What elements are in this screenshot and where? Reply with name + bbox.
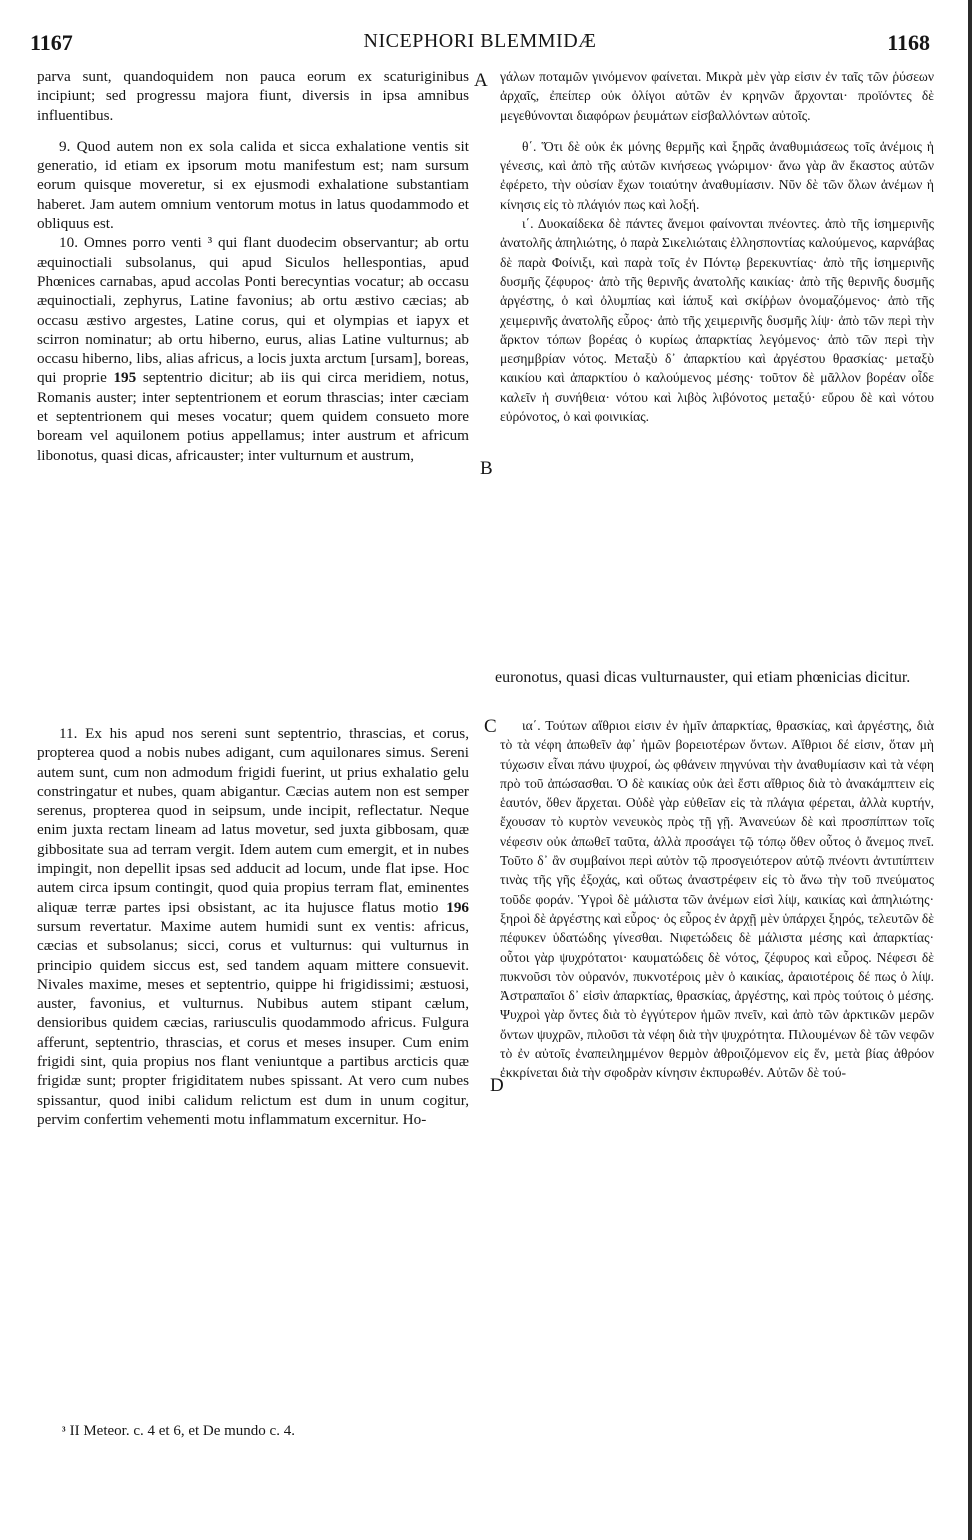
- latin-paragraph-10-text: 10. Omnes porro venti ³ qui flant duodecim observantur; ab ortu æquinoctiali subsolanus, qui apud Siculos hellespontias, apud Phœnices carnabas, apud accolas Ponti berecyntias vocatur; ab occasu æquinoctiali, zephyrus, Latine favonius; ab ortu æstivo cæcias; ab occasu æstivo argestes, Latine corus, qui et olympias et iapyx et scirron nominatur; ab ortu hiberno, eurus, alias Latine vulturnus; ab occasu hiberno, libs, alias africus, a locis juxta arctum [ursam], boreas, qui proprie: [37, 234, 469, 387]
- right-page-number: 1168: [887, 30, 930, 55]
- running-title: NICEPHORI BLEMMIDÆ: [363, 30, 597, 52]
- column-number-195: 195: [113, 369, 137, 387]
- section-marker-b: B: [480, 458, 493, 479]
- latin-paragraph-11-text: 11. Ex his apud nos sereni sunt septentrio, thrascias, et corus, propterea quod a nobis nubes adigant, cum aquilonares simus. Sereni autem sunt, cum non admodum frigidi fuerint, ut prius exhalatio gelu constringatur et nubes, quam abigantur. Cæcias autem non est semper serenus, propterea quod in seipsum, unde incipit, reflectatur. Neque enim juxta rectam lineam ad latus movetur, sed juxta gibbosam, quæ gibbositate sua ad terram vergit. Idem autem cum emergit, et in nubes impingit, non depellit ipsas sed adducit ad locum, unde flat ipse. Hoc autem circa ipsum contingit, quod quia propius terram flat, eminentes aliquæ terræ partes ipsi obsistant, ac ita hujusce flatus motio: [37, 725, 469, 916]
- latin-paragraph-9: 9. Quod autem non ex sola calida et sicca exhalatione ventis sit generatio, id etiam ex ipsorum motu manifestum est; nam sursum eorum quisque moveretur, si ex ejusmodi exhalatione substantiam haberet. Jam autem omnium ventorum motus in latus quodammodo et obliquus est.: [37, 137, 469, 233]
- greek-column-lower: [500, 716, 934, 1083]
- latin-column-lower: [37, 724, 469, 1129]
- greek-paragraph-11: ια΄. Τούτων αἴθριοι εἰσιν ἐν ἡμῖν ἀπαρκτίας, θρασκίας, καὶ ἀργέστης, διὰ τὸ τὰ νέφη ἀπωθεῖν ἀφ᾽ ἡμῶν βορειοτέρων ὄντων. Αἴθριοι δέ εἰσιν, ὅταν μὴ τύχωσιν εἶναι πάνυ ψυχροί, ὡς φθάνειν πηγνύναι τὴν ἀναθυμίασιν καὶ τὰ νέφη πρὸ τοῦ ἀπώσασθαι. Ὁ δὲ καικίας οὐκ ἀεὶ ἔστι αἴθριος διὰ τὸ ἀνακάμπτειν εἰς ἑαυτόν, ὅθεν ἄρχεται. Οὐδὲ γὰρ εὐθεῖαν εἰς τὰ πλάγια φέρεται, ἀλλὰ κυρτήν, ἔχουσαν τὸ κυρτὸν νενευκὸς πρὸς τῇ γῇ. Ἀνανεύων δὲ καὶ προσπίπτων τοῖς νέφεσιν οὐκ ἀπωθεῖ ταῦτα, ἀλλὰ προσάγει τῷ τόπῳ ὅθεν οὗτος ὁ ἄνεμος πνεῖ. Τοῦτο δ᾽ ἂν συμβαίνοι περὶ αὐτὸν τῷ προσγειότερον αὐτῷ πνέοντι ἀντιπίπτειν τινὰς τῆς γῆς ἐξοχάς, καὶ οὕτως ἀναστρέφειν εἰς τὸ ἄνω τὴν τοῦ πνεύματος τοῦδε φοράν. Ὑγροὶ δὲ μάλιστα τῶν ἀνέμων εἰσὶ λίψ, καικίας καὶ ἀπηλιώτης· ξηροὶ δὲ ἀργέστης καὶ εὖρος· ὁς εὖρος ἐν ἀρχῇ μὲν ὑπάρχει ξηρός, τελευτῶν δὲ πέφυκεν ὑδατώδης γίνεσθαι. Νιφετώδεις δὲ μάλιστα μέσης καὶ ἀπαρκτίας· οὗτοι γὰρ ψυχρότατοι· καυματώδεις δὲ νότος, ζέφυρος καὶ εὖρος. Νέφεσι δὲ πυκνοῦσι τὸν οὐρανόν, πυκνοτέροις μὲν ὁ καικίας, ἀραιοτέροις δέ πως ὁ λίψ. Ἀστραπαῖοι δ᾽ εἰσὶν ἀπαρκτίας, θρασκίας, ἀργέστης, καὶ πρὸς τούτοις ὁ μέσης. Ψυχροὶ γὰρ ὄντες διὰ τὸ ἐγγύτερον ἡμῶν πνεῖν, καὶ ἀπὸ τῶν ἀρκτικῶν μερῶν ὄντων ψυχρῶν, πιλοῦσι τὰ νέφη διὰ τὴν ψυχρότητα. Πιλουμένων δὲ τῶν νεφῶν τὸ ἐν αὐτοῖς ἐναπειλημμένον θερμὸν ἀθροιζόμενον εἰς ἕν, μετὰ βίας ἀθρόον ἐκκρίνεται διὰ τὴν σφοδρὰν κίνησιν ἐκπυρωθέν. Αὐτῶν δὲ τού-: [500, 718, 934, 1081]
- latin-paragraph-10: [37, 233, 469, 465]
- greek-intro-paragraph: γάλων ποταμῶν γινόμενον φαίνεται. Μικρὰ μὲν γὰρ εἰσιν ἐν ταῖς τῶν ῥύσεων ἀρχαῖς, ἐπείπερ οὐκ ὀλίγοι αὐτῶν ἐν κρηνῶν ἄρχονται· προϊόντες δὲ μεγεθύνονται διαφόρων ῥευμάτων εἰσβαλλόντων αὐτοῖς.: [500, 69, 934, 123]
- greek-paragraph-10: ι΄. Δυοκαίδεκα δὲ πάντες ἄνεμοι φαίνονται πνέοντες. ἀπὸ τῆς ἰσημερινῆς ἀνατολῆς ἀπηλιώτης, ὁ παρὰ Σικελιώταις ἑλλησποντίας καλούμενος, καρνάβας δὲ παρὰ Φοίνιξι, καὶ παρὰ τοῖς ἐν Πόντῳ βερεκυντίας· ἀπὸ τῆς ἰσημερινῆς δυσμῆς ζέφυρος· ἀπὸ τῆς θερινῆς ἀνατολῆς καικίας· ἀπὸ τῆς θερινῆς δυσμῆς ἀργέστης, ὁ καὶ ὀλυμπίας καὶ ἰάπυξ καὶ σκίῤῥων ὀνομαζόμενος· ἀπὸ τῆς χειμερινῆς ἀνατολῆς εὖρος· ἀπὸ τῆς χειμερινῆς δυσμῆς λίψ· ἀπὸ τῶν περὶ τὴν ἄρκτον τόπων βορέας ὁ κυρίως ἀπαρκτίας λεγόμενος· ἀπὸ τῶν περὶ τὴν μεσημβρίαν νότος. Μεταξὺ δ᾽ ἀπαρκτίου καὶ ἀργέστου θρασκίας· μεταξὺ καικίου καὶ ἀπαρκτίου ὁ καλούμενος μέσης· τοῦτον δὲ μᾶλλον βορέαν οἶδε καλεῖν ἡ συνήθεια· νότου καὶ λιβὸς λιβόνοτος μεταξύ· εὔρου δὲ καὶ νότου εὐρόνοτος, ὁ καὶ φοινικίας.: [500, 216, 934, 425]
- page-header: [30, 30, 930, 58]
- latin-intro-paragraph: parva sunt, quandoquidem non pauca eorum ex scaturiginibus incipiunt; sed progressu majora fiunt, diversis in ipsa amnibus influentibus.: [37, 68, 469, 124]
- latin-paragraph-11-continued: sursum revertatur. Maxime autem humidi sunt ex ventis: africus, cæcias et subsolanus; sicci, corus et vulturnus: qui vulturnus in principio quidem siccus est, sed tandem aquam mittere consuevit. Nivales maxime, meses et septentrio, quippe hi frigidissimi; æstuosi, auster, favonius, et vulturnus. Nubibus autem stipant cælum, densioribus quidem cæcias, rariusculis quodammodo africus. Fulgura afferunt, septentrio, thrascias, et corus et meses insuper. Cum enim frigidi sint, quia propius nos flant veniuntque a partibus arcticis quæ frigidæ sunt; propter frigiditatem nubes spissant. At vero cum nubes spissantur, quod inibi calidum relictum est dum in unum cogitur, pervim confertim vehementi motu inflammatum excernitur. Ho-: [37, 917, 469, 1128]
- page-edge-shadow: [968, 0, 972, 1540]
- footnote-text: II Meteor. c. 4 et 6, et De mundo c. 4.: [69, 1423, 295, 1439]
- column-number-196: 196: [446, 898, 469, 916]
- section-marker-a: A: [474, 70, 488, 91]
- greek-column: [500, 67, 934, 426]
- latin-bridge-text: euronotus, quasi dicas vulturnauster, qui etiam phœnicias dicitur.: [495, 669, 911, 686]
- section-marker-d: D: [490, 1075, 504, 1096]
- section-marker-c: C: [484, 716, 497, 737]
- left-page-number: 1167: [30, 30, 73, 55]
- footnote-mark: ³: [62, 1424, 66, 1438]
- greek-paragraph-9: θ΄. Ὅτι δὲ οὐκ ἐκ μόνης θερμῆς καὶ ξηρᾶς ἀναθυμιάσεως τοῖς ἀνέμοις ἡ γένεσις, καὶ ἀπὸ τῆς αὐτῶν κινήσεως γνώριμον· ἄνω γὰρ ἂν ἕκαστος αὐτῶν ἐφέρετο, τὴν οὐσίαν ἔχων τοιαύτην ἀναθυμίασιν. Νῦν δὲ τῶν ὅλων ἀνέμων ἡ κίνησις εἰς τὸ πλάγιόν πως καὶ λοξή.: [500, 138, 934, 212]
- latin-paragraph-11: [37, 724, 469, 1129]
- footnote: [62, 1423, 562, 1440]
- latin-paragraph-10-continued: septentrio dicitur; ab iis qui circa meridiem, notus, Romanis auster; inter septentrionem et eorum thrascias; inter cæciam et septentrionem qui meses vocatur; quem quidem consueto more boream vel aquilonem potius appellamus; inter austrum et africum libonotus, quasi dicas, africauster; inter vulturnum et austrum,: [37, 369, 470, 464]
- latin-column: [37, 67, 469, 465]
